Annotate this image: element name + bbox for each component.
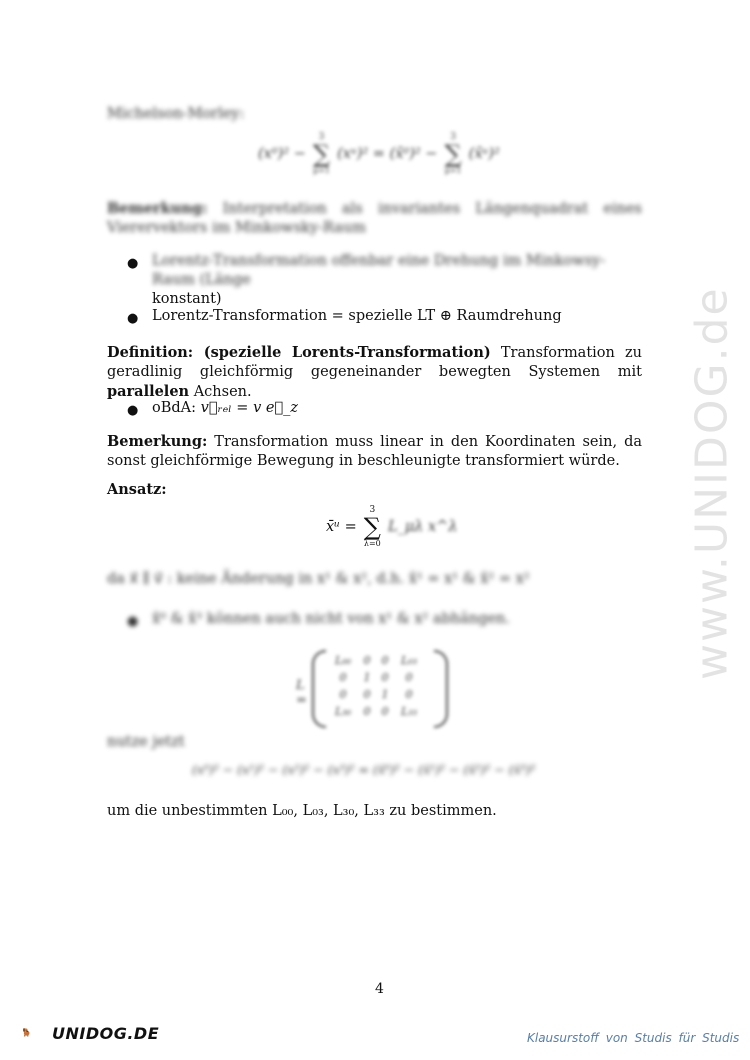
bullet-lorentz-raumdrehung: Lorentz-Transformation = spezielle LT ⊕ Raumdrehung: [152, 308, 562, 324]
matrix-cell: L₀₃: [400, 654, 418, 667]
watermark: www.UNIDOG.de: [686, 286, 738, 680]
mm-heading: Michelson-Morley:: [107, 106, 245, 122]
bullet-obda: oBdA: v⃗ᵣₑₗ = v e⃗_z: [152, 400, 299, 416]
matrix-cell: L₃₃: [400, 705, 418, 718]
matrix-cell: 0: [405, 688, 413, 701]
bullet-dot: ●: [127, 403, 139, 418]
matrix-cell: 0: [381, 671, 389, 684]
bullet-dot: ●: [127, 614, 139, 629]
bullet-lorentz-drehung: Lorentz-Transformation offenbar eine Drehung im Minkowsy-Raum (Länge konstant): [152, 253, 606, 307]
bullet-keine-abhaengigkeit: x̄⁰ & x̄³ können auch nicht von x¹ & x² abhängen.: [152, 611, 511, 627]
matrix-cell: 0: [381, 654, 389, 667]
da-line: da x⃗ ∥ v⃗ : keine Änderung in x¹ & x², d.h. x̄¹ = x¹ & x̄² = x²: [107, 571, 530, 587]
footer-tagline: Klausurstoff von Studis für Studis: [527, 1031, 740, 1045]
bemerkung-interpretation: Bemerkung: Interpretation als invariantes Längenquadrat eines Vierervektors im Minkowsky-Raum: [107, 200, 642, 236]
ansatz-heading: Ansatz:: [107, 481, 167, 498]
matrix-cell: L₀₀: [334, 654, 352, 667]
page-number: 4: [375, 981, 384, 997]
ansatz-equation: x̄ᵘ = 3 ∑ λ=0 L_μλ x^λ: [326, 505, 458, 548]
invariant-equation: (x⁰)² − (x¹)² − (x²)² − (x³)² = (x̄⁰)² − (x̄¹)² − (x̄²)² − (x̄³)²: [192, 762, 536, 777]
matrix-cell: 0: [339, 671, 347, 684]
document-page: www.UNIDOG.de Michelson-Morley: (x⁰)² − 3 ∑ μ=1 (xᵘ)² = (x̄⁰)² − 3 ∑ μ=1 (x̄ᵘ)² Bemerkung: Interpretation als invariantes Längenquadrat eines Vierervektors im Minkowsky-Raum ● Lorentz-Transformation offenbar eine Drehung im Minkowsy-Raum (Länge konstant) ● Lorentz-Transformation = spezielle LT ⊕ Raumdrehung Definition: (spezielle Lorents-Transformation) Transformation zu geradlinig gleichförmig gegeneinander bewegten Systemen mit parallelen Achsen. ● oBdA: v⃗ᵣₑₗ = v e⃗_z Bemerkung: Transformation muss linear in den Koordinaten sein, da sonst gleichförmige Bewegung in beschleunigte transformiert würde. Ansatz: x̄ᵘ = 3 ∑ λ=0 L_μλ x^λ da x⃗ ∥ v⃗ : keine Änderung in x¹ & x², d.h. x̄¹ = x¹ & x̄² = x² ● x̄⁰ & x̄³ können auch nicht von x¹ & x² abhängen. L = L₀₀ 0 0 L₀₃ 0 1 0 0 0 0 1 0 L₃₀ 0 0 L₃₃ nutze jetzt (x⁰)² − (x¹)² − (x²)² − (x³)² = (x̄⁰)² − (x̄¹)² − (x̄²)² − (x̄³)² um die unbestimmten L₀₀, L₀₃, L₃₀, L₃₃ zu bestimmen. 4 UNIDOG.DE Klausurstoff von Studis für Studis: [0, 0, 750, 1060]
matrix-cell: 0: [363, 688, 371, 701]
final-line: um die unbestimmten L₀₀, L₀₃, L₃₀, L₃₃ zu bestimmen.: [107, 803, 497, 819]
bullet-dot: ●: [127, 311, 139, 326]
matrix-cell: 1: [381, 688, 389, 701]
matrix-cell: 0: [363, 654, 371, 667]
mm-equation: (x⁰)² − 3 ∑ μ=1 (xᵘ)² = (x̄⁰)² − 3 ∑ μ=1 (x̄ᵘ)²: [258, 132, 500, 175]
matrix-cell: 1: [363, 671, 371, 684]
matrix-cell: L₃₀: [334, 705, 352, 718]
matrix-cell: 0: [363, 705, 371, 718]
matrix-cell: 0: [381, 705, 389, 718]
bullet-dot: ●: [127, 256, 139, 271]
definition-spezielle-lt: Definition: (spezielle Lorents-Transformation) Transformation zu geradlinig gleichförmig gegeneinander bewegten Systemen mit parallelen Achsen.: [107, 344, 642, 400]
matrix-cell: 0: [405, 671, 413, 684]
bemerkung-linear: Bemerkung: Transformation muss linear in den Koordinaten sein, da sonst gleichförmige Bewegung in beschleunigte transformiert würde.: [107, 433, 642, 469]
matrix-cell: 0: [339, 688, 347, 701]
nutze-jetzt: nutze jetzt: [107, 734, 185, 750]
footer-logo-text: UNIDOG.DE: [52, 1024, 160, 1043]
